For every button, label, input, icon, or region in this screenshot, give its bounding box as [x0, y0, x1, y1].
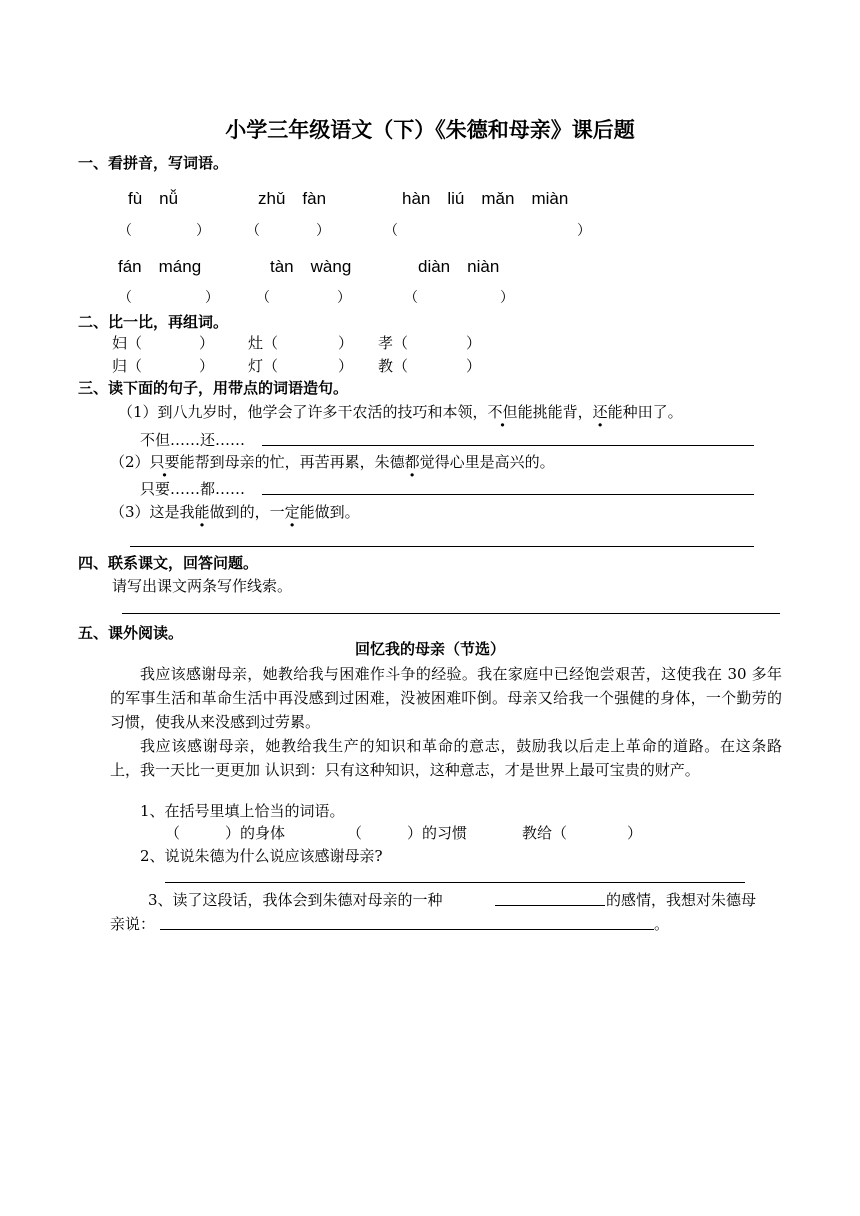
- question-3-cont: 的感情，我想对朱德母: [606, 891, 757, 909]
- answer-box-close: ）: [196, 223, 210, 239]
- sentence-3: （3）这是我能做到的，一定能做到。: [110, 503, 360, 521]
- pinyin-4: fán máng: [118, 257, 202, 276]
- dotted-word: 只要: [149, 453, 180, 471]
- answer-line[interactable]: [262, 494, 754, 495]
- char-close: ）: [466, 357, 482, 375]
- section-1-heading: 一、看拼音，写词语。: [78, 154, 229, 172]
- passage-paragraph-1: 我应该感谢母亲，她教给我与困难作斗争的经验。我在家庭中已经饱尝艰苦，这使我在 30 多年的军事生活和革命生活中再没感到过困难，没被困难吓倒。母亲又给我一个强健的身体，一个勤劳的习惯，使我从来没感到过劳累。: [110, 665, 782, 731]
- answer-line[interactable]: [130, 546, 754, 547]
- answer-box-open[interactable]: （: [118, 223, 132, 239]
- char-close: ）: [466, 334, 482, 352]
- char-item[interactable]: 孝（: [378, 334, 409, 352]
- prompt-1: 不但……还……: [140, 431, 246, 449]
- page-title: 小学三年级语文（下）《朱德和母亲》课后题: [225, 117, 635, 142]
- char-close: ）: [199, 334, 215, 352]
- pinyin-3: hàn liú mǎn miàn: [402, 189, 569, 208]
- answer-box-open[interactable]: （: [404, 290, 418, 306]
- section-5-heading: 五、课外阅读。: [78, 624, 184, 642]
- char-item[interactable]: 灯（: [248, 357, 279, 375]
- char-close: ）: [338, 357, 354, 375]
- answer-box-open[interactable]: （: [384, 223, 398, 239]
- passage-title: 回忆我的母亲（节选）: [354, 640, 505, 658]
- answer-box-open[interactable]: （: [246, 223, 260, 239]
- sentence-1: （1）到八九岁时，他学会了许多干农活的技巧和本领，不但能挑能背，还能种田了。: [118, 403, 683, 421]
- char-item[interactable]: 灶（: [248, 334, 279, 352]
- question-1: 1、在括号里填上恰当的词语。: [140, 802, 345, 820]
- char-item[interactable]: 教（: [378, 357, 409, 375]
- section-4-heading: 四、联系课文，回答问题。: [78, 554, 259, 572]
- passage-paragraph-2: 我应该感谢母亲，她教给我生产的知识和革命的意志，鼓励我以后走上革命的道路。在这条路上，我一天比一更更加 认识到：只有这种知识，这种意志，才是世界上最可宝贵的财产。: [110, 737, 782, 779]
- char-item[interactable]: 妇（: [112, 334, 143, 352]
- answer-line[interactable]: [160, 929, 654, 930]
- section-2-heading: 二、比一比，再组词。: [78, 313, 229, 331]
- question-3: 3、读了这段话，我体会到朱德对母亲的一种: [148, 891, 443, 909]
- question-2: 2、说说朱德为什么说应该感谢母亲?: [140, 847, 383, 865]
- answer-box-open[interactable]: （: [256, 290, 270, 306]
- char-item[interactable]: 归（: [112, 357, 143, 375]
- prompt-2: 只要……都……: [140, 480, 246, 498]
- answer-box-close: ）: [500, 290, 514, 306]
- pinyin-1: fù nǚ: [128, 189, 179, 208]
- answer-line[interactable]: [495, 905, 605, 906]
- answer-line[interactable]: [262, 445, 754, 446]
- char-close: ）: [338, 334, 354, 352]
- dotted-word: 不但: [487, 403, 518, 421]
- answer-line[interactable]: [122, 613, 780, 614]
- question-3-line2: 亲说：: [110, 915, 156, 933]
- answer-box-close: ）: [577, 223, 591, 239]
- dotted-word: 还: [592, 403, 608, 421]
- fill-item[interactable]: （ ）的习惯: [347, 824, 468, 842]
- dotted-word: 都: [404, 453, 420, 471]
- answer-box-open[interactable]: （: [118, 290, 132, 306]
- answer-box-close: ）: [205, 290, 219, 306]
- answer-box-close: ）: [337, 290, 351, 306]
- answer-box-close: ）: [316, 223, 330, 239]
- fill-item[interactable]: （ ）的身体: [165, 824, 286, 842]
- char-close: ）: [199, 357, 215, 375]
- pinyin-5: tàn wàng: [270, 257, 352, 276]
- answer-line[interactable]: [165, 882, 745, 883]
- question-3-end: 。: [654, 915, 670, 933]
- pinyin-2: zhǔ fàn: [258, 189, 327, 208]
- dotted-word: 能: [194, 503, 210, 521]
- question: 请写出课文两条写作线索。: [112, 577, 293, 595]
- dotted-word: 一定能: [269, 503, 315, 521]
- pinyin-6: diàn niàn: [418, 257, 500, 276]
- section-3-heading: 三、读下面的句子，用带点的词语造句。: [78, 379, 349, 397]
- sentence-2: （2）只要能帮到母亲的忙，再苦再累，朱德都觉得心里是高兴的。: [110, 453, 555, 471]
- fill-item[interactable]: 教给（ ）: [522, 824, 643, 842]
